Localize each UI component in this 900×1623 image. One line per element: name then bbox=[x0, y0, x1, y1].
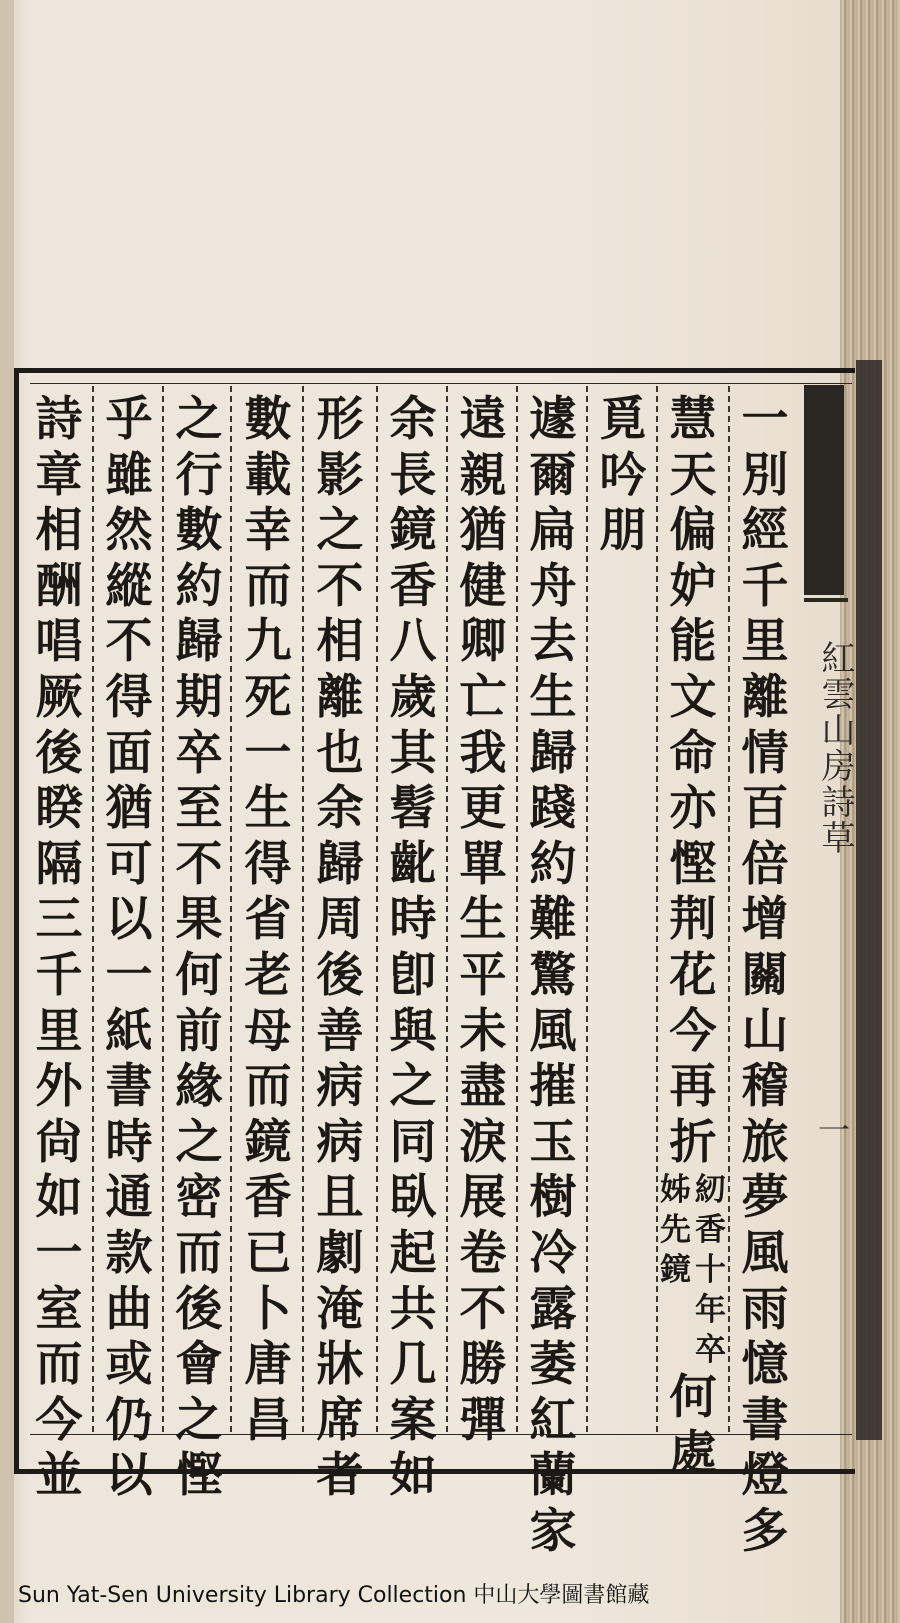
text-column-11 bbox=[24, 392, 94, 1504]
text-column-2 bbox=[658, 392, 728, 1481]
binding-gutter bbox=[0, 0, 14, 1623]
column-text: 余 長 鏡 香 八 歲 其 髫 齔 時 卽 與 之 同 臥 起 共 几 案 如 bbox=[389, 392, 437, 1504]
column-text: 遽 爾 扁 舟 去 生 歸 踐 約 難 驚 風 摧 玉 樹 冷 露 萎 紅 蘭 家 bbox=[529, 392, 577, 1559]
text-column-7 bbox=[305, 392, 375, 1504]
text-column-1 bbox=[730, 392, 800, 1559]
note-left: 姊 先 鏡 bbox=[660, 1172, 691, 1289]
column-text: 詩 章 相 酬 唱 厥 後 睽 隔 三 千 里 外 尙 如 一 室 而 今 並 bbox=[35, 392, 83, 1504]
fold-shadow bbox=[856, 360, 882, 1440]
column-tail: 何 處 bbox=[669, 1370, 717, 1481]
column-text: 形 影 之 不 相 離 也 余 歸 周 後 善 病 病 且 劇 淹 牀 席 者 bbox=[316, 392, 364, 1504]
text-column-3 bbox=[588, 392, 658, 1432]
column-text: 之 行 數 約 歸 期 卒 至 不 果 何 前 緣 之 密 而 後 會 之 慳 bbox=[175, 392, 223, 1504]
text-column-8 bbox=[233, 392, 303, 1448]
column-text: 一 別 經 千 里 離 情 百 倍 增 關 山 稽 旅 夢 風 雨 憶 書 燈 多 bbox=[741, 392, 789, 1559]
collection-caption: Sun Yat-Sen University Library Collection 中山大學圖書館藏 bbox=[18, 1583, 650, 1608]
column-text: 遠 親 猶 健 卿 亡 我 更 單 生 平 未 盡 淚 展 卷 不 勝 彈 bbox=[459, 392, 507, 1448]
margin-book-title: 紅雲山房詩草 bbox=[815, 640, 855, 856]
text-column-6 bbox=[378, 392, 448, 1504]
column-text: 乎 雖 然 縱 不 得 面 猶 可 以 一 紙 書 時 通 款 曲 或 仍 以 bbox=[105, 392, 153, 1504]
text-column-10 bbox=[94, 392, 164, 1504]
column-text: 覓 吟 朋 bbox=[599, 392, 647, 559]
note-right: 紉 香 十 年 卒 bbox=[695, 1172, 726, 1369]
column-text: 慧 天 偏 妒 能 文 命 亦 慳 荆 花 今 再 折 bbox=[669, 392, 717, 1170]
column-text: 數 載 幸 而 九 死 一 生 得 省 bbox=[244, 392, 292, 948]
margin-page-number: 一 bbox=[818, 1111, 851, 1149]
column-tail: 老 母 而 鏡 香 已 卜 唐 昌 bbox=[244, 947, 292, 1448]
text-column-9 bbox=[164, 392, 234, 1504]
interlinear-note bbox=[660, 1170, 726, 1370]
text-column-4 bbox=[518, 392, 588, 1559]
fish-tail-rule bbox=[804, 598, 848, 642]
text-column-5 bbox=[448, 392, 518, 1448]
fish-tail-mark bbox=[804, 385, 844, 595]
